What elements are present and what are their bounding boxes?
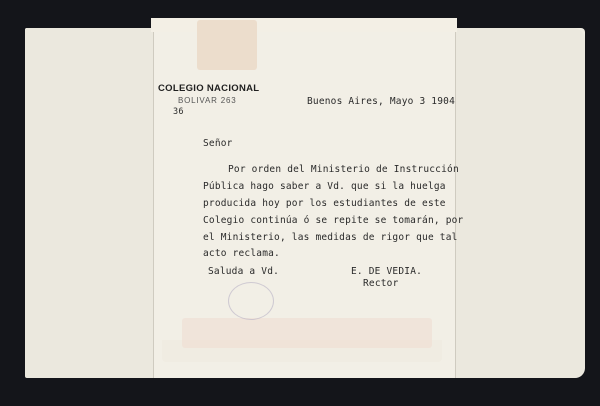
postmark-stamp — [228, 282, 274, 320]
body-line: producida hoy por los estudiantes de este — [203, 198, 446, 209]
body-line: Colegio continúa ó se repite se tomarán, por — [203, 215, 464, 226]
letterhead-institution: COLEGIO NACIONAL — [158, 83, 260, 94]
left-flap — [25, 28, 153, 378]
fold-line-right — [455, 28, 456, 378]
place-date: Buenos Aires, Mayo 3 1904 — [307, 96, 455, 107]
fold-line-left — [153, 28, 154, 378]
reference-number: 36 — [173, 107, 184, 117]
stain-bottom — [182, 318, 432, 348]
stain-top — [197, 20, 257, 70]
body-line: Por orden del Ministerio de Instrucción — [228, 164, 459, 175]
body-line: el Ministerio, las medidas de rigor que tal — [203, 232, 458, 243]
letterhead-address: BOLIVAR 263 — [178, 96, 237, 105]
body-line: Pública hago saber a Vd. que si la huelga — [203, 181, 446, 192]
signature-title: Rector — [363, 278, 399, 289]
right-flap — [455, 28, 585, 378]
signature-name: E. DE VEDIA. — [351, 266, 423, 277]
closing: Saluda a Vd. — [208, 266, 280, 277]
salutation: Señor — [203, 138, 233, 149]
body-line: acto reclama. — [203, 248, 280, 259]
